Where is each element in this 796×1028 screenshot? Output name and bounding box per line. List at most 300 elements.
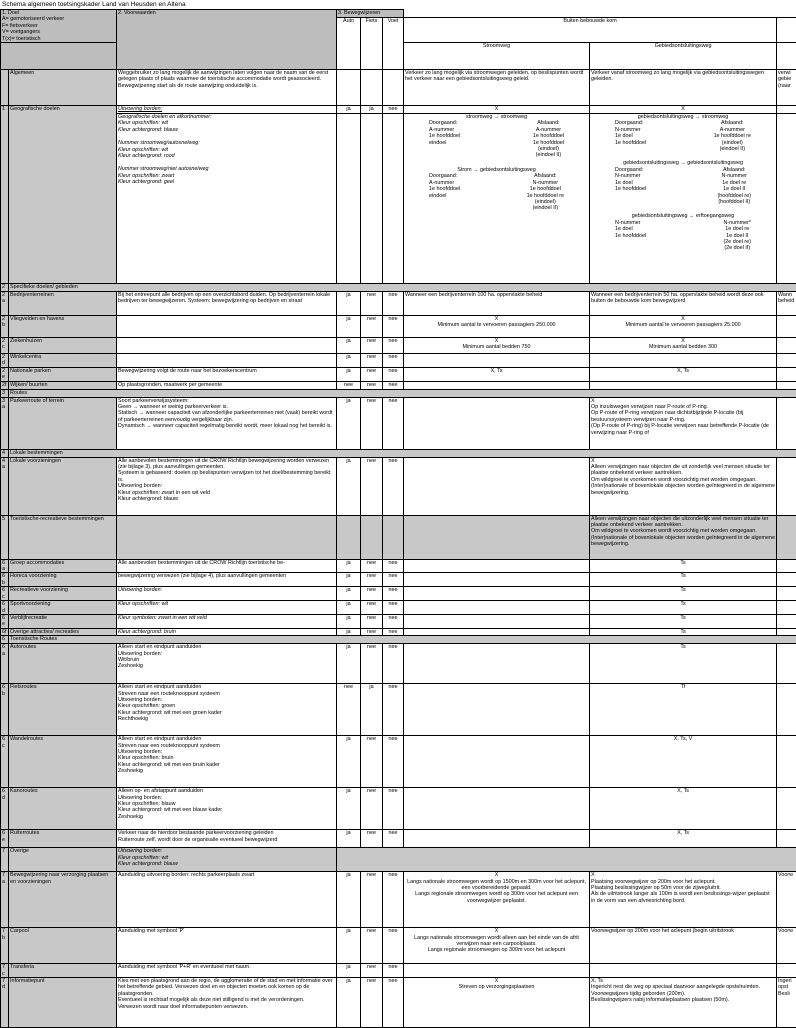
sec2-goal: Specifieke doelen/ gebieden — [9, 284, 796, 292]
row-geb — [590, 964, 777, 978]
row-auto: ja — [337, 644, 361, 684]
row-extra — [777, 587, 796, 601]
row-extra-geo — [777, 106, 796, 114]
table-row — [1, 316, 796, 338]
row-fiets: nee — [361, 367, 383, 381]
geo-auto-empty — [337, 114, 361, 284]
row-cond: Kleur symbolen: zwart in een wit veld — [117, 614, 337, 628]
row-goal: Fietsroutes — [9, 684, 117, 736]
row-str — [404, 381, 590, 389]
geo-cond-line: Kleur achtergrond: geel — [118, 179, 335, 185]
geo-block-right-line: A-nummer — [533, 127, 564, 133]
row-extra — [777, 684, 796, 736]
geo-block-left-line: 1e hoofddoel — [615, 140, 646, 146]
geo-block-right-line: (eindoel II) — [714, 146, 751, 152]
row-cond: Aanduiding met symbool 'P+R' en eventueel met naam. — [117, 964, 337, 978]
row5-geb: Alleen verwijzingen naar objecten die uitzonderlijk veel mensen situatie ter plaatse onbekend verkeer aantrekken. Om wildgroei te voorkomen wordt voorzichtig met worden omgegaan. (Inter)nationale of bovenlokale objecten worden geïntegreerd in de algemene bewegwijzering. — [590, 515, 777, 559]
row-extra: Ingeri opst Besli — [777, 977, 796, 1027]
row-str: Wanneer een bedrijventerrein 100 ha. oppervlakte beheid — [404, 292, 590, 316]
row-voet: nee — [383, 367, 404, 381]
row-cond: bewegwijzering verwezen (zie bijlage 4), plus aanvullingen gemeenten — [117, 573, 337, 587]
rows2-body — [1, 292, 796, 390]
row-extra — [777, 316, 796, 338]
geo-cond-line: Kleur achtergrond: blauw — [118, 127, 335, 133]
row-num: 6e — [1, 614, 9, 628]
row-num: 2a — [1, 292, 9, 316]
geo-cond-line: Nummer stroomweg/niet autosnelweg — [118, 166, 335, 172]
row-fiets: nee — [361, 338, 383, 354]
row-num: 6e — [1, 830, 9, 848]
row-voet: nee — [383, 354, 404, 368]
table-row — [1, 601, 796, 615]
row-auto — [337, 70, 361, 106]
row-str — [404, 559, 590, 573]
sec6-num: 6 — [1, 636, 9, 644]
row-extra-algemeen: verwi gebie (naar — [777, 70, 796, 106]
row-extra — [777, 644, 796, 684]
geo-block-right-line: Afslaand: — [527, 173, 564, 179]
row-num: 6b — [1, 684, 9, 736]
row4a-cond: Alle aanbevolen bestemmingen uit de CROW Richtlijn bewegwijzering worden verwezen (zie bijlage 3), plus aanvullingen gemeenten. Systeem is gebaseerd: doelen op beslispunten verwijzen tot het doel/bestemming bereikt is. Uitvoering borden: Kleur opschriften: zwart in een wit veld Kleur achtergrond: blauw — [117, 457, 337, 515]
geo-block-left-line: N-nummer — [615, 220, 646, 226]
row-cond: Uitvoering borden: — [117, 587, 337, 601]
row-cond — [117, 354, 337, 368]
row-extra — [777, 614, 796, 628]
row-auto: ja — [337, 872, 361, 928]
row-geb: X, Ts — [590, 830, 777, 848]
geo-block-right — [714, 120, 751, 152]
geo-block-right-line: Afslaand: — [717, 167, 751, 173]
table-row — [1, 736, 796, 788]
header-doel-label: 1. Doel — [2, 10, 115, 16]
row-auto: ja — [337, 736, 361, 788]
row-fiets: nee — [361, 292, 383, 316]
row-goal: Bedrijventerreinen — [9, 292, 117, 316]
row-voet: nee — [383, 573, 404, 587]
row-goal: Nationale parken — [9, 367, 117, 381]
row-fiets — [361, 70, 383, 106]
row-auto: ja — [337, 367, 361, 381]
geo-block-left-line: A-nummer — [429, 127, 460, 133]
geo-block-left-line: Doorgaand: — [615, 167, 646, 173]
row-goal: Groep accommodaties — [9, 559, 117, 573]
row-str — [404, 587, 590, 601]
row4a-auto: ja — [337, 457, 361, 515]
row-geb: Ts — [590, 614, 777, 628]
row3a-goal: Parkeerroute of terrein — [9, 397, 117, 449]
row-auto: ja — [337, 573, 361, 587]
row5-extra — [777, 515, 796, 559]
row-geb: X Minimum aantal te vervoeren passagiers 25.000 — [590, 316, 777, 338]
row-auto: ja — [337, 928, 361, 964]
geo-block-right — [723, 220, 751, 252]
row4a-voet: nee — [383, 457, 404, 515]
row-voet: nee — [383, 338, 404, 354]
row5-voet — [383, 515, 404, 559]
geo-cond-line: Kleur achtergrond: rood — [118, 153, 335, 159]
rows6r-body — [1, 644, 796, 848]
geo-cond-line: Kleur opschriften: wit — [118, 120, 335, 126]
row5-auto — [337, 515, 361, 559]
row-str — [404, 644, 590, 684]
table-row — [1, 614, 796, 628]
table-row — [1, 684, 796, 736]
row-num: 6c — [1, 736, 9, 788]
document-title: Schema algemeen toetsingskader Land van Heusden en Altena — [0, 0, 796, 9]
row-str — [404, 830, 590, 848]
row-fiets: nee — [361, 644, 383, 684]
row-geb: X, Ts — [590, 788, 777, 830]
table-row — [1, 788, 796, 830]
geo-block-right-line: N-nummer* — [723, 220, 751, 226]
row4a-extra — [777, 457, 796, 515]
row-auto: ja — [337, 559, 361, 573]
geo-block-left-line: N-nummer — [615, 173, 646, 179]
row-goal: Ruiterroutes — [9, 830, 117, 848]
row-extra — [777, 601, 796, 615]
sec3-goal: Routes — [9, 389, 796, 397]
row5-goal: Toeristische-recreatieve bestemmingen — [9, 515, 117, 559]
row-fiets: nee — [361, 977, 383, 1027]
row3a-fiets: nee — [361, 397, 383, 449]
geo-block-columns — [591, 167, 775, 205]
geo-block-head: gebiedsontsluitingsweg → gebiedsontsluitingsweg — [591, 160, 775, 166]
table-row — [1, 628, 796, 635]
geo-block-left-line: eindoel — [429, 140, 460, 146]
geo-block-right-line: A-nummer — [714, 127, 751, 133]
row-str — [404, 601, 590, 615]
sec2-num: 2 — [1, 284, 9, 292]
geo-block-left-line: eindoel — [429, 193, 460, 199]
row-cond — [117, 338, 337, 354]
row-geb: X Plaatsing voorwegwijzer op 200m voor het aclepunt. Plaatsing beslissingwijzer op 50m voor de zijweg/uitrit. Als de uitritstrook langer als 100m is wordt een beslissings-wijzer geplaatst in de vorm van een afvriesrichting bord. — [590, 872, 777, 928]
row-num: 6d — [1, 788, 9, 830]
geo-block-right — [533, 120, 564, 158]
row-str — [404, 788, 590, 830]
assessment-table-sheet — [0, 9, 796, 1028]
row-goal: Vliegvelden en havens — [9, 316, 117, 338]
row-str — [404, 684, 590, 736]
geo-block-left-line: 1e hoofddoel — [429, 186, 460, 192]
row-fiets: nee — [361, 872, 383, 928]
row-voet: nee — [383, 830, 404, 848]
sec7-rest — [337, 848, 796, 872]
row3a-str — [404, 397, 590, 449]
row-cond-algemeen: Weggebruiker zo lang mogelijk de aanwijzingen laten volgen naar de naam van de eerst gelegen plaats of plaats waarmee de toeristische accommodatie wordt geassocieerd. Bewegwijzering start als de route aanwijzing onduidelijk is. — [117, 70, 337, 106]
row-num-1: 1 — [1, 106, 9, 284]
row-str — [404, 354, 590, 368]
row-str: X Minimum aantal te vervoeren passagiers 250.000 — [404, 316, 590, 338]
row-extra — [777, 788, 796, 830]
geo-block-right-line: Afslaand: — [533, 120, 564, 126]
row-voet: nee — [383, 614, 404, 628]
table-row — [1, 928, 796, 964]
geo-block-right-line: N-nummer — [717, 173, 751, 179]
table-row — [1, 964, 796, 978]
geo-block-columns — [591, 120, 775, 152]
row-num: 6d — [1, 601, 9, 615]
geo-geb-detail — [590, 114, 777, 284]
row-voet: nee — [383, 977, 404, 1027]
row-voet: nee — [383, 788, 404, 830]
geo-block-right-line: (eindoel) — [533, 146, 564, 152]
row-num: 6a — [1, 559, 9, 573]
row-extra — [777, 559, 796, 573]
geo-extra-empty — [777, 114, 796, 284]
header-extra2 — [777, 43, 796, 70]
row-goal: Verblijfrecreatie — [9, 614, 117, 628]
row-cond: Alleen start en eindpunt aanduiden Streven naar een routeknooppunt systeem Uitvoering borden: Kleur opschriften: groen Kleur achtergrond: wit met een groen kader Rechthoekig — [117, 684, 337, 736]
row-goal: Autoroutes — [9, 644, 117, 684]
row-num: 2b — [1, 316, 9, 338]
row-fiets: nee — [361, 573, 383, 587]
row-fiets: nee — [361, 381, 383, 389]
row-num: 6c — [1, 587, 9, 601]
geo-block-right-line: (eindoel) — [527, 199, 564, 205]
row-voet: nee — [383, 644, 404, 684]
row-geb: Ts — [590, 628, 777, 635]
sec4-goal: Lokale bestemmingen — [9, 449, 796, 457]
row-geb: X, Ts Ingericht nest die weg op speciaal daarvoor aangelegde opstelruimten. Voorwegwijzers tijdig geborden (200m). Beslissingwijzers nabij informatieplaatsen plaatsen (50m). — [590, 977, 777, 1027]
row-auto: ja — [337, 292, 361, 316]
row-voet: nee — [383, 381, 404, 389]
rows6-body — [1, 559, 796, 635]
row-extra — [777, 964, 796, 978]
geo-block-head: gebiedsontsluitingsweg → stroomweg — [591, 114, 775, 120]
header-buiten: Buiten bebouwde kom — [404, 18, 777, 43]
row4a-str — [404, 457, 590, 515]
row-geb-geo: X — [590, 106, 777, 114]
header-legend-cont — [1, 43, 117, 70]
row-fiets-geo: ja — [361, 106, 383, 114]
header-voet: Voet — [383, 18, 404, 70]
row-geb-algemeen: Verkeer vanaf stroomweg zo lang mogelijk via gebiedsontsluitingswegen geleiden. — [590, 70, 777, 106]
row-goal: Ziekenhuizen — [9, 338, 117, 354]
geo-block-left — [615, 120, 646, 152]
header-legend — [2, 16, 115, 42]
row-extra: Wann beheid — [777, 292, 796, 316]
row-auto: ja — [337, 788, 361, 830]
row-fiets: nee — [361, 587, 383, 601]
row-str: X Langs nationale stroomwegen wordt op 1500m en 300m voor het aclepunt, een voorbereidende gepaald. Langs regionale stroomwegen wordt op 300m voor het aclepunt een voorwegwijzer geplaatst. — [404, 872, 590, 928]
row-geb: Ts — [590, 573, 777, 587]
sec4-num: 4 — [1, 449, 9, 457]
geo-block-left-line: 1e doel — [615, 180, 646, 186]
row-voet: nee — [383, 736, 404, 788]
row-fiets: nee — [361, 736, 383, 788]
geo-block-left-line: 1e hoofddoel — [615, 233, 646, 239]
row-cond — [117, 316, 337, 338]
row3a-auto: ja — [337, 397, 361, 449]
row-voet: nee — [383, 872, 404, 928]
row-extra — [777, 367, 796, 381]
row-num — [1, 70, 9, 106]
geo-cond-line — [118, 133, 335, 140]
legend-item: V= voetgangers — [2, 29, 115, 35]
sec6-goal: Toeristische Routes — [9, 636, 796, 644]
geo-block-left-line: A-nummer — [429, 180, 460, 186]
header-auto: Auto — [337, 18, 361, 70]
geo-fiets-empty — [361, 114, 383, 284]
row-fiets: nee — [361, 628, 383, 635]
geo-cond-lines — [117, 114, 337, 284]
row-cond: Alleen op- en afstappunt aanduiden Uitvoering borden: Kleur opschriften: blauw Kleur achtergrond: wit met een blauw kader Zeshoekig — [117, 788, 337, 830]
geo-block-head: stroomweg → stroomweg — [405, 114, 588, 120]
row-extra — [777, 354, 796, 368]
row-geb: Ts — [590, 601, 777, 615]
row5-str — [404, 515, 590, 559]
header-voorwaarden: 2. Voorwaarden — [117, 10, 337, 70]
geo-block-right — [527, 173, 564, 211]
rows7-body — [1, 872, 796, 1028]
row-goal: Bewegwijzering naar verzorging plaatsen en voorzieningen — [9, 872, 117, 928]
row-geb: X Minimum aantal bedden 300 — [590, 338, 777, 354]
geo-block-right-line: (2e doel re) — [723, 239, 751, 245]
row-extra — [777, 381, 796, 389]
row-fiets: nee — [361, 614, 383, 628]
legend-item: T(x)= toeristisch — [2, 36, 115, 42]
row-cond: Aanduiding uitvoering borden: rechts parkeerplaats zwart — [117, 872, 337, 928]
geo-str-detail — [404, 114, 590, 284]
row-str: X Langs nationale stroomwegen wordt alleen aan het einde van de afrit verwijzen naar een carpoolplaats. Langs regionale stroomwegen op 300m voor het aclepunt — [404, 928, 590, 964]
table-row — [1, 977, 796, 1027]
row-fiets: nee — [361, 788, 383, 830]
row-auto: ja — [337, 614, 361, 628]
row-fiets: ja — [361, 684, 383, 736]
row-goal: Sportvoorziening — [9, 601, 117, 615]
row-geb — [590, 354, 777, 368]
row-cond: Bij het entreepunt alle bedrijven op een overzichtsbord duiden. Op bedrijventerrein lokale bedrijven ter bewegwijzeren. Systeem: bewegwijzering op bedrijven en straat — [117, 292, 337, 316]
row-fiets: nee — [361, 830, 383, 848]
row-num: 7a — [1, 872, 9, 928]
geo-block-left-line: Doorgaand: — [429, 120, 460, 126]
legend-item: F= fietsverkeer — [2, 23, 115, 29]
table-row — [1, 354, 796, 368]
row-fiets: nee — [361, 316, 383, 338]
geo-block-right-line: (2e doel II) — [723, 245, 751, 251]
row-auto: nee — [337, 381, 361, 389]
header-fiets: Fiets — [361, 18, 383, 70]
row-extra: Voorw — [777, 872, 796, 928]
row4a-geb: X Alleen verwijzingen naar objecten die uit zonderlijk veel mensen situatie ter plaatse onbekend verkeer aantrekken. Om wildgroei te voorkomen wordt voorzichtig met worden omgegaan. (Inter)nationale of bovenlokale objecten worden geïntegreerd in de algemene bewegwijzering. — [590, 457, 777, 515]
row-str: X, Ts — [404, 367, 590, 381]
row-str-geo: X — [404, 106, 590, 114]
geo-block-left-line: N-nummer — [615, 127, 646, 133]
table-row — [1, 830, 796, 848]
sec3-num: 3 — [1, 389, 9, 397]
geo-block-right — [717, 167, 751, 205]
sec7-cond: Uitvoering borden: Kleur opschriften: wit Kleur achtergrond: blauw — [117, 848, 337, 872]
geo-block-right-line: (hoofddoel II) — [717, 199, 751, 205]
row-num: 2f — [1, 381, 9, 389]
geo-block-left-line: 1e hoofddoel — [615, 186, 646, 192]
row-goal: Horeca voorziening — [9, 573, 117, 587]
row-cond: Bewegwijzering volgt de route naar het bezoekerscentrum — [117, 367, 337, 381]
row-str — [404, 628, 590, 635]
row-fiets: nee — [361, 354, 383, 368]
geo-block-right-line: 1e hoofddoel re — [527, 193, 564, 199]
row-cond: Op plaatsgronden, maatwerk per gemeente — [117, 381, 337, 389]
row4a-fiets: nee — [361, 457, 383, 515]
row-num: 6f — [1, 628, 9, 635]
row-str-algemeen: Verkeer zo lang mogelijk via stroomwegen geleiden, op beslispunten wordt het verkeer naar een gebiedsontsluitingsweg geleid. — [404, 70, 590, 106]
geo-block-left-line: Doorgaand: — [429, 173, 460, 179]
row-auto: ja — [337, 628, 361, 635]
row-goal: Transferia — [9, 964, 117, 978]
row-geb — [590, 381, 777, 389]
sec7-goal: Overige — [9, 848, 117, 872]
row-goal: Overige attracties/ recreaties — [9, 628, 117, 635]
row-auto-geo: ja — [337, 106, 361, 114]
geo-block-right-line: 1e doel re — [717, 180, 751, 186]
row-auto: ja — [337, 601, 361, 615]
row-num: 6b — [1, 573, 9, 587]
row-voet: nee — [383, 964, 404, 978]
row-goal: Recreatieve voorziening — [9, 587, 117, 601]
row-str: X Minimum aantal bedden 750 — [404, 338, 590, 354]
row-voet: nee — [383, 928, 404, 964]
row-cond: Aanduiding met symbool 'P' — [117, 928, 337, 964]
row-cond: Kleur achtergrond: bruin — [117, 628, 337, 635]
geo-block-spacer — [405, 159, 588, 167]
geo-block-columns — [591, 220, 775, 252]
row3a-cond: Soort parkeerverwijssysteem: Geen → wanneer er weinig parkeerverkeer is. Statisch → wanneer capaciteit van afzonderlijke parkeerterreinen niet (vaak) bereikt wordt of parkeerterreinen eenvoudig vergelijkbaar zijn. Dynamisch → wanneer capaciteit regelmatig bereikt wordt, meer lokaal nog het bereikt is. — [117, 397, 337, 449]
geo-block-left-line: 1e doel — [615, 133, 646, 139]
row-str: X Streven op verzorgingsplaatsen — [404, 977, 590, 1027]
row-goal: Wijken/ buurten — [9, 381, 117, 389]
row5-num: 5 — [1, 515, 9, 559]
geo-block-left-line: Doorgaand: — [615, 120, 646, 126]
geo-block-right-line: (eindoel II) — [527, 205, 564, 211]
geo-block-head: gebiedsontsluitingsweg → erftoegangsweg — [591, 213, 775, 219]
row-voet: nee — [383, 628, 404, 635]
row3a-extra — [777, 397, 796, 449]
geo-block-right-line: (eindoel) — [714, 140, 751, 146]
row-goal-algemeen: Algemeen — [9, 70, 117, 106]
row4a-goal: Lokale voorzieningen — [9, 457, 117, 515]
assessment-table — [0, 9, 796, 1028]
row3a-geb: X Op inzulswegen verwijzen naar P-route of P-ring. Op P-route of P-ring verwijzen naar dichtstbijzijnde P-locatie (bij bestuurssysteem verwijzen naar P-ring. (Op P-route of P-ring) bij P-locatie verwijzen naar betreffende P-locatie (de verwijzing naar P-ring of — [590, 397, 777, 449]
row-fiets: nee — [361, 928, 383, 964]
row-voet: nee — [383, 601, 404, 615]
header-extra — [777, 18, 796, 43]
row-goal-geo: Geografische doelen — [9, 106, 117, 284]
table-row — [1, 338, 796, 354]
row-goal: Kanoroutes — [9, 788, 117, 830]
row-geb: Ts — [590, 644, 777, 684]
table-row — [1, 367, 796, 381]
geo-block-left-line: 1e doel — [615, 226, 646, 232]
geo-block-spacer — [591, 252, 775, 260]
row-cond: Alleen start en eindpunt aanduiden Streven naar een routeknooppunt systeem Uitvoering borden: Kleur opschriften: bruin Kleur achtergrond: wit met een bruin kader Zeshoekig — [117, 736, 337, 788]
row-goal: Winkelcentra — [9, 354, 117, 368]
geo-cond-line: Geografische doelen en afkortnummer: — [118, 114, 335, 120]
geo-block-columns — [405, 120, 588, 158]
row-extra — [777, 830, 796, 848]
row-cond: Kies met een plaatsgrond aan de regio, de agglomeratie of de stad en met informatie over het betreffende gebied. Verwezen doel en en objecten moeten ook komen op de plaatsgronden. Eventueel is rechtsaf mogelijk als deze niet stilligend is met de verordeningen. Verwezen wordt naar doel informatiepunten verwezen. — [117, 977, 337, 1027]
row-str — [404, 964, 590, 978]
row-auto: ja — [337, 964, 361, 978]
geo-block-right-line: 1e hoofddoel — [533, 140, 564, 146]
geo-block-left — [429, 120, 460, 158]
row3a-voet: nee — [383, 397, 404, 449]
row-auto: ja — [337, 354, 361, 368]
row-num: 2c — [1, 338, 9, 354]
row-auto: ja — [337, 316, 361, 338]
row-fiets: nee — [361, 559, 383, 573]
geo-block-right-line: 1e hoofddoel — [533, 133, 564, 139]
row-num: 7c — [1, 964, 9, 978]
